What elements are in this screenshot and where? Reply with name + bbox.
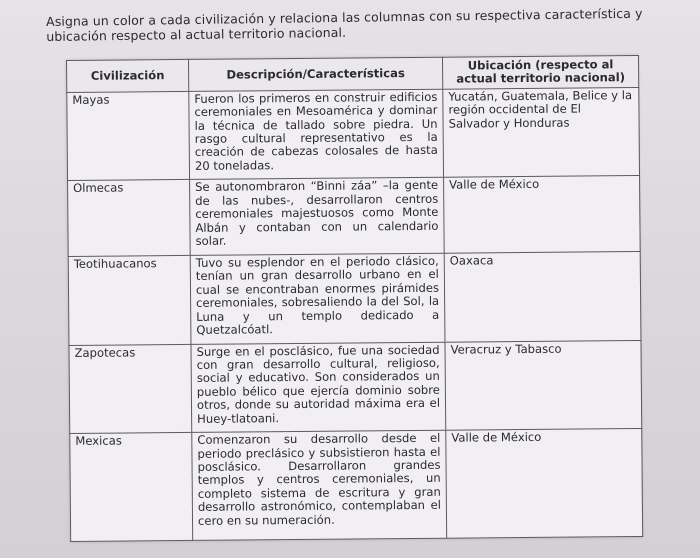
civilization-cell: Zapotecas bbox=[69, 344, 192, 434]
location-cell: Valle de México bbox=[446, 429, 643, 538]
civilization-cell: Mayas bbox=[67, 91, 190, 181]
description-cell: Comenzaron su desarrollo desde el periodo preclásico y subsistieron hasta el posclásico. Desarrollaron grandes templos y centros ceremoniales, un completo sistema de escritura y gran desarrollo astronómico, contemplaban el cero en su numeración. bbox=[192, 430, 447, 540]
table-row bbox=[67, 87, 640, 181]
header-civilization: Civilización bbox=[67, 59, 189, 92]
table-row bbox=[69, 340, 642, 434]
header-description: Descripción/Características bbox=[188, 57, 442, 91]
description-cell: Fueron los primeros en construir edificios ceremoniales en Mesoamérica y dominar la técnica de tallado sobre piedra. Un rasgo cultural representativo es la creación de cabezas colosales de hasta 20 toneladas. bbox=[189, 89, 444, 180]
table-row bbox=[68, 176, 641, 257]
location-cell: Oaxaca bbox=[444, 251, 641, 341]
description-cell: Tuvo su esplendor en el periodo clásico, tenían un gran desarrollo urbano en el cual se encontraban enormes pirámides ceremoniales, sobresaliendo la del Sol, la Luna y un templo dedicado a Quetzalcóatl. bbox=[190, 253, 445, 344]
description-cell: Surge en el posclásico, fue una sociedad con gran desarrollo cultural, religioso, social y educativo. Son considerados un pueblo bélico que ejercía dominio sobre otros, donde su autoridad máxima era el Huey-tlatoani. bbox=[191, 342, 446, 433]
table-row bbox=[70, 429, 643, 542]
worksheet-sheet bbox=[66, 55, 642, 542]
civilization-cell: Olmecas bbox=[68, 180, 191, 257]
location-cell: Veracruz y Tabasco bbox=[445, 340, 642, 430]
location-cell: Yucatán, Guatemala, Belice y la región occidental de El Salvador y Honduras bbox=[443, 87, 640, 177]
location-cell: Valle de México bbox=[444, 176, 641, 253]
table-row bbox=[68, 251, 641, 345]
table-header-row bbox=[67, 56, 639, 93]
civilizations-table bbox=[66, 55, 643, 542]
description-cell: Se autonombraron “Binni záa” –la gente de las nubes-, desarrollaron centros ceremoniales majestuosos como Monte Albán y contaban con un calendario solar. bbox=[190, 178, 445, 256]
instructions-text: Asigna un color a cada civilización y relaciona las columnas con su respectiva característica y ubicación respecto al actual territorio nacional. bbox=[46, 5, 643, 44]
header-location: Ubicación (respecto al actual territorio nacional) bbox=[442, 56, 638, 90]
civilization-cell: Teotihuacanos bbox=[68, 255, 191, 345]
civilization-cell: Mexicas bbox=[70, 433, 193, 542]
